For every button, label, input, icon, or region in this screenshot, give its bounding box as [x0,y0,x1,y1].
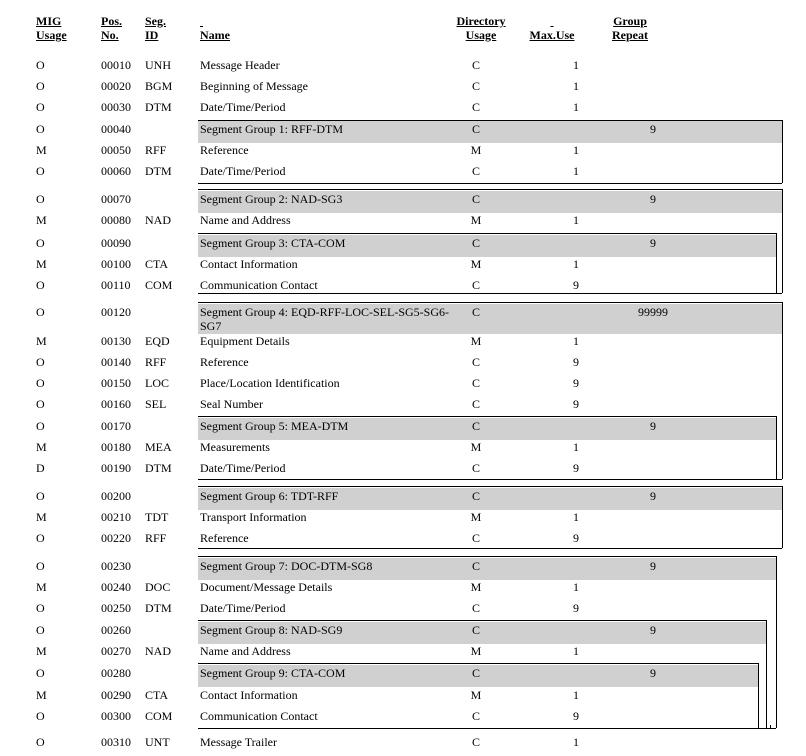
max-use-cell: 1 [573,334,579,348]
position-number-cell: 00230 [101,559,131,573]
segment-name-cell: Communication Contact [200,278,318,292]
max-use-cell: 1 [573,688,579,702]
header-max-use [530,14,575,42]
header-pos-line1: Pos. [101,14,122,28]
max-use-cell: 1 [573,510,579,524]
bracket-line [198,548,782,549]
header-max-line1 [530,14,575,28]
directory-usage-cell: C [471,58,481,72]
position-number-cell: 00050 [101,143,131,157]
directory-usage-cell: C [471,397,481,411]
mig-usage-cell: O [36,355,45,369]
bracket-line [198,620,766,621]
bracket-line [198,189,782,190]
segment-name-cell: Contact Information [200,688,298,702]
header-mig-line1: MIG [36,14,62,28]
position-number-cell: 00260 [101,623,131,637]
position-number-cell: 00090 [101,236,131,250]
header-seg-line2: ID [145,28,159,42]
segment-name-cell: Reference [200,355,249,369]
bracket-line [758,663,759,728]
directory-usage-cell: C [471,278,481,292]
bracket-line [782,302,783,479]
directory-usage-cell: C [471,531,481,545]
bracket-line [782,486,783,548]
header-max-line2: Max.Use [529,28,575,42]
position-number-cell: 00220 [101,531,131,545]
bracket-line [198,120,782,121]
segment-id-cell: SEL [145,397,167,411]
segment-name-cell: Date/Time/Period [200,461,286,475]
segment-name-cell: Date/Time/Period [200,100,286,114]
header-group-line2: Repeat [612,28,648,42]
header-group-repeat [612,14,648,42]
max-use-cell: 1 [573,79,579,93]
directory-usage-cell: C [471,601,481,615]
mig-usage-cell: M [36,510,47,524]
directory-usage-cell: C [471,735,481,749]
position-number-cell: 00290 [101,688,131,702]
max-use-cell: 1 [573,58,579,72]
directory-usage-cell: C [471,305,481,319]
header-name-line2: Name [200,28,230,42]
header-pos-no [101,14,122,42]
segment-id-cell: COM [145,709,173,723]
directory-usage-cell: M [470,440,482,454]
mig-usage-cell: O [36,601,45,615]
directory-usage-cell: M [470,644,482,658]
header-mig-line2: Usage [36,28,67,42]
header-dir-line2: Usage [465,28,497,42]
bracket-line [776,416,777,479]
max-use-cell: 9 [573,601,579,615]
mig-usage-cell: M [36,440,47,454]
segment-id-cell: DOC [145,580,171,594]
segment-id-cell: CTA [145,257,169,271]
header-seg-line1: Seg. [145,14,166,28]
bracket-line [198,302,782,303]
segment-name-cell: Segment Group 3: CTA-COM [200,236,346,250]
segment-name-cell: Date/Time/Period [200,164,286,178]
segment-id-cell: DTM [145,461,172,475]
max-use-cell: 1 [573,143,579,157]
segment-name-cell: Segment Group 5: MEA-DTM [200,419,349,433]
directory-usage-cell: M [470,580,482,594]
directory-usage-cell: C [471,559,481,573]
mig-usage-cell: M [36,213,47,227]
bracket-line [198,293,782,294]
position-number-cell: 00190 [101,461,131,475]
header-seg-id [145,14,166,42]
segment-id-cell: COM [145,278,173,292]
mig-usage-cell: M [36,688,47,702]
mig-usage-cell: O [36,305,45,319]
segment-id-cell: TDT [145,510,169,524]
directory-usage-cell: C [471,192,481,206]
directory-usage-cell: C [471,461,481,475]
bracket-line [776,556,777,728]
position-number-cell: 00140 [101,355,131,369]
position-number-cell: 00180 [101,440,131,454]
segment-name-cell: Message Header [200,58,280,72]
segment-id-cell: MEA [145,440,172,454]
segment-id-cell: RFF [145,143,167,157]
directory-usage-cell: M [470,688,482,702]
bracket-line [198,728,776,729]
max-use-cell: 9 [573,376,579,390]
directory-usage-cell: C [471,164,481,178]
header-pos-line2: No. [101,28,119,42]
segment-id-cell: EQD [145,334,170,348]
segment-name-cell: Communication Contact [200,709,318,723]
position-number-cell: 00310 [101,735,131,749]
mig-usage-cell: M [36,644,47,658]
group-repeat-cell: 9 [650,419,656,433]
position-number-cell: 00080 [101,213,131,227]
directory-usage-cell: C [471,419,481,433]
mig-usage-cell: O [36,236,45,250]
bracket-line [782,120,783,183]
group-repeat-cell: 9 [650,236,656,250]
mig-usage-cell: O [36,100,45,114]
segment-name-cell: Date/Time/Period [200,601,286,615]
header-group-line1: Group [613,14,647,28]
bracket-line [198,486,782,487]
group-repeat-cell: 9 [650,623,656,637]
directory-usage-cell: C [471,355,481,369]
mig-usage-cell: O [36,164,45,178]
max-use-cell: 9 [573,461,579,475]
segment-name-cell: Segment Group 7: DOC-DTM-SG8 [200,559,373,573]
mig-usage-cell: O [36,419,45,433]
mig-usage-cell: O [36,397,45,411]
directory-usage-cell: C [471,122,481,136]
bracket-line [198,663,758,664]
max-use-cell: 1 [573,440,579,454]
max-use-cell: 9 [573,531,579,545]
mig-usage-cell: M [36,143,47,157]
segment-id-cell: DTM [145,601,172,615]
mig-usage-cell: O [36,278,45,292]
segment-id-cell: RFF [145,355,167,369]
directory-usage-cell: C [471,666,481,680]
segment-id-cell: RFF [145,531,167,545]
position-number-cell: 00150 [101,376,131,390]
segment-id-cell: BGM [145,79,173,93]
directory-usage-cell: M [470,257,482,271]
position-number-cell: 00020 [101,79,131,93]
position-number-cell: 00250 [101,601,131,615]
directory-usage-cell: M [470,510,482,524]
segment-name-cell: Segment Group 8: NAD-SG9 [200,623,343,637]
segment-id-cell: DTM [145,164,172,178]
header-dir-line1: Directory [456,14,506,28]
mig-usage-cell: O [36,735,45,749]
directory-usage-cell: C [471,100,481,114]
position-number-cell: 00170 [101,419,131,433]
max-use-cell: 1 [573,735,579,749]
position-number-cell: 00200 [101,489,131,503]
group-repeat-cell: 99999 [638,305,668,319]
segment-name-cell: Segment Group 6: TDT-RFF [200,489,339,503]
bracket-line [198,556,776,557]
segment-name-cell: Segment Group 9: CTA-COM [200,666,346,680]
position-number-cell: 00100 [101,257,131,271]
mig-usage-cell: O [36,666,45,680]
bracket-line [198,416,776,417]
segment-name-cell: Document/Message Details [200,580,333,594]
bracket-line [198,183,782,184]
bracket-line [776,233,777,293]
group-repeat-cell: 9 [650,666,656,680]
bracket-line [782,189,783,293]
segment-name-cell: Segment Group 4: EQD-RFF-LOC-SEL-SG5-SG6-SG7 [200,305,449,333]
mig-usage-cell: O [36,531,45,545]
position-number-cell: 00130 [101,334,131,348]
directory-usage-cell: C [471,236,481,250]
max-use-cell: 9 [573,355,579,369]
group-repeat-cell: 9 [650,192,656,206]
group-repeat-cell: 9 [650,489,656,503]
mig-usage-cell: O [36,122,45,136]
segment-id-cell: NAD [145,213,171,227]
segment-id-cell: DTM [145,100,172,114]
max-use-cell: 9 [573,397,579,411]
segment-name-cell: Beginning of Message [200,79,308,93]
header-directory-usage [456,14,505,42]
position-number-cell: 00040 [101,122,131,136]
segment-name-cell: Message Trailer [200,735,277,749]
segment-id-cell: CTA [145,688,169,702]
segment-id-cell: UNT [145,735,170,749]
mig-usage-cell: M [36,580,47,594]
position-number-cell: 00160 [101,397,131,411]
mig-usage-cell: O [36,376,45,390]
directory-usage-cell: C [471,489,481,503]
position-number-cell: 00060 [101,164,131,178]
segment-id-cell: NAD [145,644,171,658]
max-use-cell: 1 [573,213,579,227]
segment-id-cell: UNH [145,58,171,72]
position-number-cell: 00210 [101,510,131,524]
segment-name-cell: Segment Group 2: NAD-SG3 [200,192,343,206]
directory-usage-cell: C [471,79,481,93]
segment-id-cell: LOC [145,376,169,390]
header-name [200,14,230,42]
mig-usage-cell: M [36,257,47,271]
directory-usage-cell: M [470,334,482,348]
max-use-cell: 9 [573,709,579,723]
header-mig-usage [36,14,67,42]
group-repeat-cell: 9 [650,122,656,136]
segment-name-cell: Measurements [200,440,270,454]
segment-name-cell: Reference [200,143,249,157]
mig-usage-cell: O [36,192,45,206]
max-use-cell: 1 [573,164,579,178]
directory-usage-cell: C [471,623,481,637]
mig-usage-cell: O [36,489,45,503]
header-name-line1 [200,14,230,28]
position-number-cell: 00030 [101,100,131,114]
segment-name-cell: Reference [200,531,249,545]
segment-name-cell: Name and Address [200,213,291,227]
segment-name-cell: Place/Location Identification [200,376,340,390]
max-use-cell: 1 [573,100,579,114]
position-number-cell: 00270 [101,644,131,658]
segment-name-cell: Segment Group 1: RFF-DTM [200,122,344,136]
mig-usage-cell: O [36,559,45,573]
max-use-cell: 9 [573,278,579,292]
segment-name-cell: Contact Information [200,257,298,271]
segment-name-cell: Transport Information [200,510,307,524]
position-number-cell: 00240 [101,580,131,594]
max-use-cell: 1 [573,580,579,594]
directory-usage-cell: C [471,709,481,723]
directory-usage-cell: C [471,376,481,390]
mig-usage-cell: O [36,79,45,93]
position-number-cell: 00280 [101,666,131,680]
segment-name-cell: Seal Number [200,397,263,411]
directory-usage-cell: M [470,143,482,157]
mig-usage-cell: D [36,461,45,475]
position-number-cell: 00070 [101,192,131,206]
bracket-line [198,479,782,480]
bracket-line [766,620,767,728]
segment-name-cell: Name and Address [200,644,291,658]
position-number-cell: 00120 [101,305,131,319]
position-number-cell: 00110 [101,278,131,292]
group-repeat-cell: 9 [650,559,656,573]
position-number-cell: 00010 [101,58,131,72]
segment-name-cell: Equipment Details [200,334,290,348]
mig-usage-cell: O [36,709,45,723]
directory-usage-cell: M [470,213,482,227]
mig-usage-cell: O [36,623,45,637]
position-number-cell: 00300 [101,709,131,723]
bracket-line [198,233,776,234]
max-use-cell: 1 [573,257,579,271]
mig-usage-cell: O [36,58,45,72]
mig-usage-cell: M [36,334,47,348]
max-use-cell: 1 [573,644,579,658]
